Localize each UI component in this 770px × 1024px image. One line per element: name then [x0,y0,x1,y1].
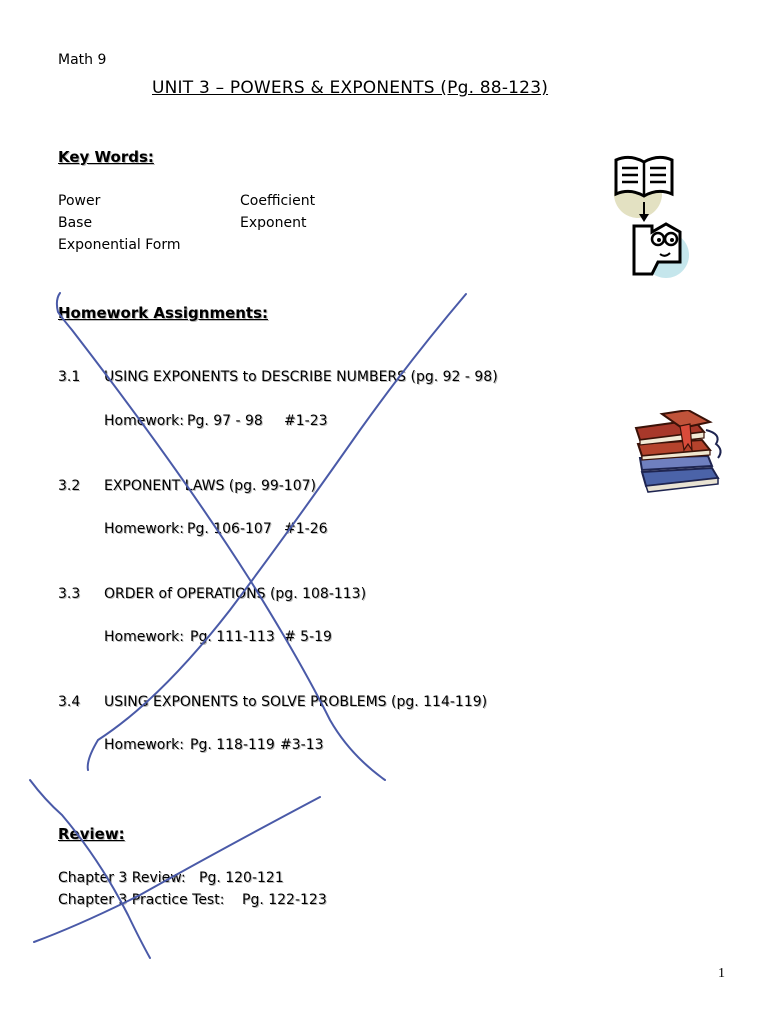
cross-stroke-lower-left-to-right [30,780,150,958]
review-item-label: Chapter 3 Review: [58,870,186,886]
homework-problems: # 5-19 [284,629,332,645]
review-item-label: Chapter 3 Practice Test: [58,892,225,908]
section-title: ORDER of OPERATIONS (pg. 108-113) [104,586,367,602]
unit-title: UNIT 3 – POWERS & EXPONENTS (Pg. 88-123) [152,78,549,98]
section-title: USING EXPONENTS to SOLVE PROBLEMS (pg. 114-119) [104,694,488,710]
homework-label: Homework: [104,413,184,429]
section-number: 3.4 [58,694,81,710]
homework-heading: Homework Assignments: [58,304,269,322]
homework-pages: Pg. 106-107 [187,521,272,537]
homework-problems: #1-26 [284,521,328,537]
key-word-base: Base [58,215,93,231]
cross-stroke-upper-right-to-left [88,294,466,770]
section-number: 3.2 [58,478,81,494]
course-label: Math 9 [58,52,107,68]
review-item-pages: Pg. 120-121 [199,870,284,886]
review-heading: Review: [58,825,125,843]
key-word-coefficient: Coefficient [240,193,316,209]
homework-pages: Pg. 97 - 98 [187,413,263,429]
section-title: USING EXPONENTS to DESCRIBE NUMBERS (pg. 92 - 98) [104,369,498,385]
key-word-power: Power [58,193,101,209]
homework-pages: Pg. 111-113 [190,629,275,645]
homework-pages: Pg. 118-119 [190,737,275,753]
page-number: 1 [718,966,725,981]
key-word-exponential-form: Exponential Form [58,237,181,253]
cross-stroke-lower-right-to-left [34,797,320,942]
key-words-heading: Key Words: [58,148,154,166]
key-word-exponent: Exponent [240,215,307,231]
homework-problems: #3-13 [280,737,324,753]
homework-label: Homework: [104,521,184,537]
cross-stroke-upper-left-to-right [57,293,385,780]
homework-label: Homework: [104,629,184,645]
section-number: 3.3 [58,586,81,602]
section-number: 3.1 [58,369,81,385]
homework-label: Homework: [104,737,184,753]
homework-problems: #1-23 [284,413,328,429]
review-item-pages: Pg. 122-123 [242,892,327,908]
section-title: EXPONENT LAWS (pg. 99-107) [104,478,316,494]
